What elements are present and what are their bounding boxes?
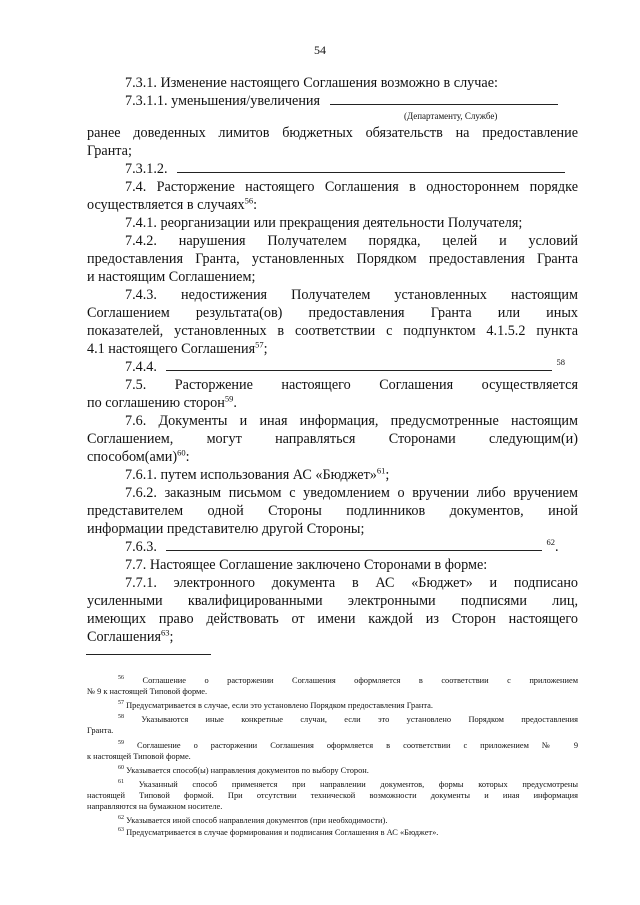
clause-7-4-2-end: и настоящим Соглашением; [87,269,256,285]
clause-7-6-1 [125,466,389,484]
footnote-text: Указанный способ применяется при направлении документов, формы которых предусмотрены [138,780,579,789]
clause-7-4-2-cont: предоставления Гранта, установленных Порядком предоставления Гранта [87,251,578,267]
punct: ; [169,629,174,645]
clause-7-6-end [87,448,190,466]
footnote-58-cont: Гранта. [87,726,114,735]
footnote-59 [118,740,578,751]
clause-7-5-text: по соглашению сторон [87,395,225,411]
clause-7-4-4-text: 7.4.4. [125,359,157,375]
footnote-separator [86,654,211,655]
footnote-number: 63 [118,827,124,834]
clause-7-3-1-1-cont: ранее доведенных лимитов бюджетных обязательств на предоставление [87,125,578,141]
fill-in-line [330,92,558,105]
footnote-ref-57: 57 [255,339,264,350]
footnote-60 [118,765,369,776]
footnote-ref-60: 60 [177,447,186,458]
footnote-text: Указывается иной способ направления документов (при необходимости). [126,816,388,825]
punct: . [554,539,559,555]
punct: ; [385,467,390,483]
footnote-ref-61: 61 [376,465,386,476]
fill-in-line [177,160,565,173]
page-number: 54 [314,43,326,57]
clause-7-6-2-cont: представителем одной Стороны подлинников документов, иной [87,503,578,519]
footnote-61-cont2: направляются на бумажном носителе. [87,802,223,811]
clause-7-3-1-1-end: Гранта; [87,143,132,159]
clause-7-7-1-end [87,628,173,646]
clause-7-5: 7.5. Расторжение настоящего Соглашения осуществляется [125,377,578,393]
clause-7-6-3 [125,538,559,556]
footnote-text: Предусматривается в случае, если это установлено Порядком предоставления Гранта. [126,701,433,710]
clause-7-6-3-text: 7.6.3. [125,539,157,555]
footnote-56 [118,675,578,686]
footnote-61 [118,779,578,790]
clause-7-7-1-text: Соглашения [87,629,161,645]
footnote-62 [118,815,387,826]
footnote-text: Соглашение о расторжении Соглашения оформляется в соответствии с приложением № 9 [137,741,579,750]
clause-7-3-1-2 [125,160,565,178]
clause-7-3-1-2-text: 7.3.1.2. [125,161,168,177]
punct: : [253,197,258,213]
clause-7-7-1: 7.7.1. электронного документа в АС «Бюджет» и подписано [125,575,578,591]
footnote-number: 58 [118,714,124,721]
footnote-text: Указывается способ(ы) направления документов по выбору Сторон. [126,766,369,775]
footnote-text: Указываются иные конкретные случаи, если это установлено Порядком предоставления [141,715,578,724]
department-label: (Департаменту, Службе) [404,111,498,121]
footnote-number: 60 [118,765,124,772]
clause-7-7-1-cont2: имеющих право действовать от имени каждой из Сторон настоящего [87,611,578,627]
footnote-58 [118,714,578,725]
footnote-ref-59: 59 [224,393,234,404]
clause-7-4-cont [87,196,257,214]
clause-7-3-1-1-text: 7.3.1.1. уменьшения/увеличения [125,93,321,109]
footnote-number: 56 [118,675,124,682]
clause-7-4-3-cont1: Соглашением результата(ов) предоставления Гранта или иных [87,305,578,321]
footnote-number: 62 [118,815,124,822]
footnote-text: Соглашение о расторжении Соглашения оформляется в соответствии с приложением [142,676,578,685]
punct: . [233,395,237,411]
clause-7-4-3-end [87,340,268,358]
clause-7-3-1-1 [125,92,558,110]
footnote-ref-58: 58 [556,357,565,368]
clause-7-3-1: 7.3.1. Изменение настоящего Соглашения возможно в случае: [125,75,498,91]
clause-7-4: 7.4. Расторжение настоящего Соглашения в одностороннем порядке [125,179,578,195]
footnote-57 [118,700,433,711]
footnote-number: 57 [118,700,124,707]
footnote-56-cont: № 9 к настоящей Типовой форме. [87,687,208,696]
footnote-number: 61 [118,779,124,786]
clause-7-4-3-text: 4.1 настоящего Соглашения [87,341,256,357]
clause-7-6-cont: Соглашением, могут направляться Сторонами следующим(и) [87,431,578,447]
clause-7-4-1: 7.4.1. реорганизации или прекращения деятельности Получателя; [125,215,523,231]
clause-7-5-cont [87,394,237,412]
clause-7-4-2: 7.4.2. нарушения Получателем порядка, целей и условий [125,233,578,249]
clause-7-7: 7.7. Настоящее Соглашение заключено Сторонами в форме: [125,557,488,573]
clause-7-6-text: способом(ами) [87,449,178,465]
clause-7-6-2: 7.6.2. заказным письмом с уведомлением о вручении либо вручением [125,485,578,501]
footnote-59-cont: к настоящей Типовой форме. [87,752,191,761]
punct: ; [263,341,268,357]
clause-7-6-1-text: 7.6.1. путем использования АС «Бюджет» [125,467,377,483]
footnote-ref-62: 62 [546,537,555,548]
clause-7-4-text: осуществляется в случаях [87,197,245,213]
footnote-61-cont1: настоящей Типовой формой. При отсутствии технической возможности документы и иная информация [87,791,578,800]
fill-in-line [166,358,552,371]
clause-7-6: 7.6. Документы и иная информация, предусмотренные настоящим [125,413,578,429]
clause-7-4-3-cont2: показателей, установленных в соответствии с подпунктом 4.1.5.2 пункта [87,323,578,339]
clause-7-7-1-cont1: усиленными квалифицированными электронными подписями лиц, [87,593,578,609]
footnote-63 [118,827,438,838]
fill-in-line [166,538,542,551]
footnote-ref-63: 63 [160,627,170,638]
footnote-text: Предусматривается в случае формирования и подписания Соглашения в АС «Бюджет». [126,828,439,837]
clause-7-4-4 [125,358,565,376]
footnote-number: 59 [118,740,124,747]
footnote-ref-56: 56 [244,195,254,206]
clause-7-6-2-end: информации представителю другой Стороны; [87,521,365,537]
punct: : [185,449,190,465]
clause-7-4-3: 7.4.3. недостижения Получателем установленных настоящим [125,287,578,303]
